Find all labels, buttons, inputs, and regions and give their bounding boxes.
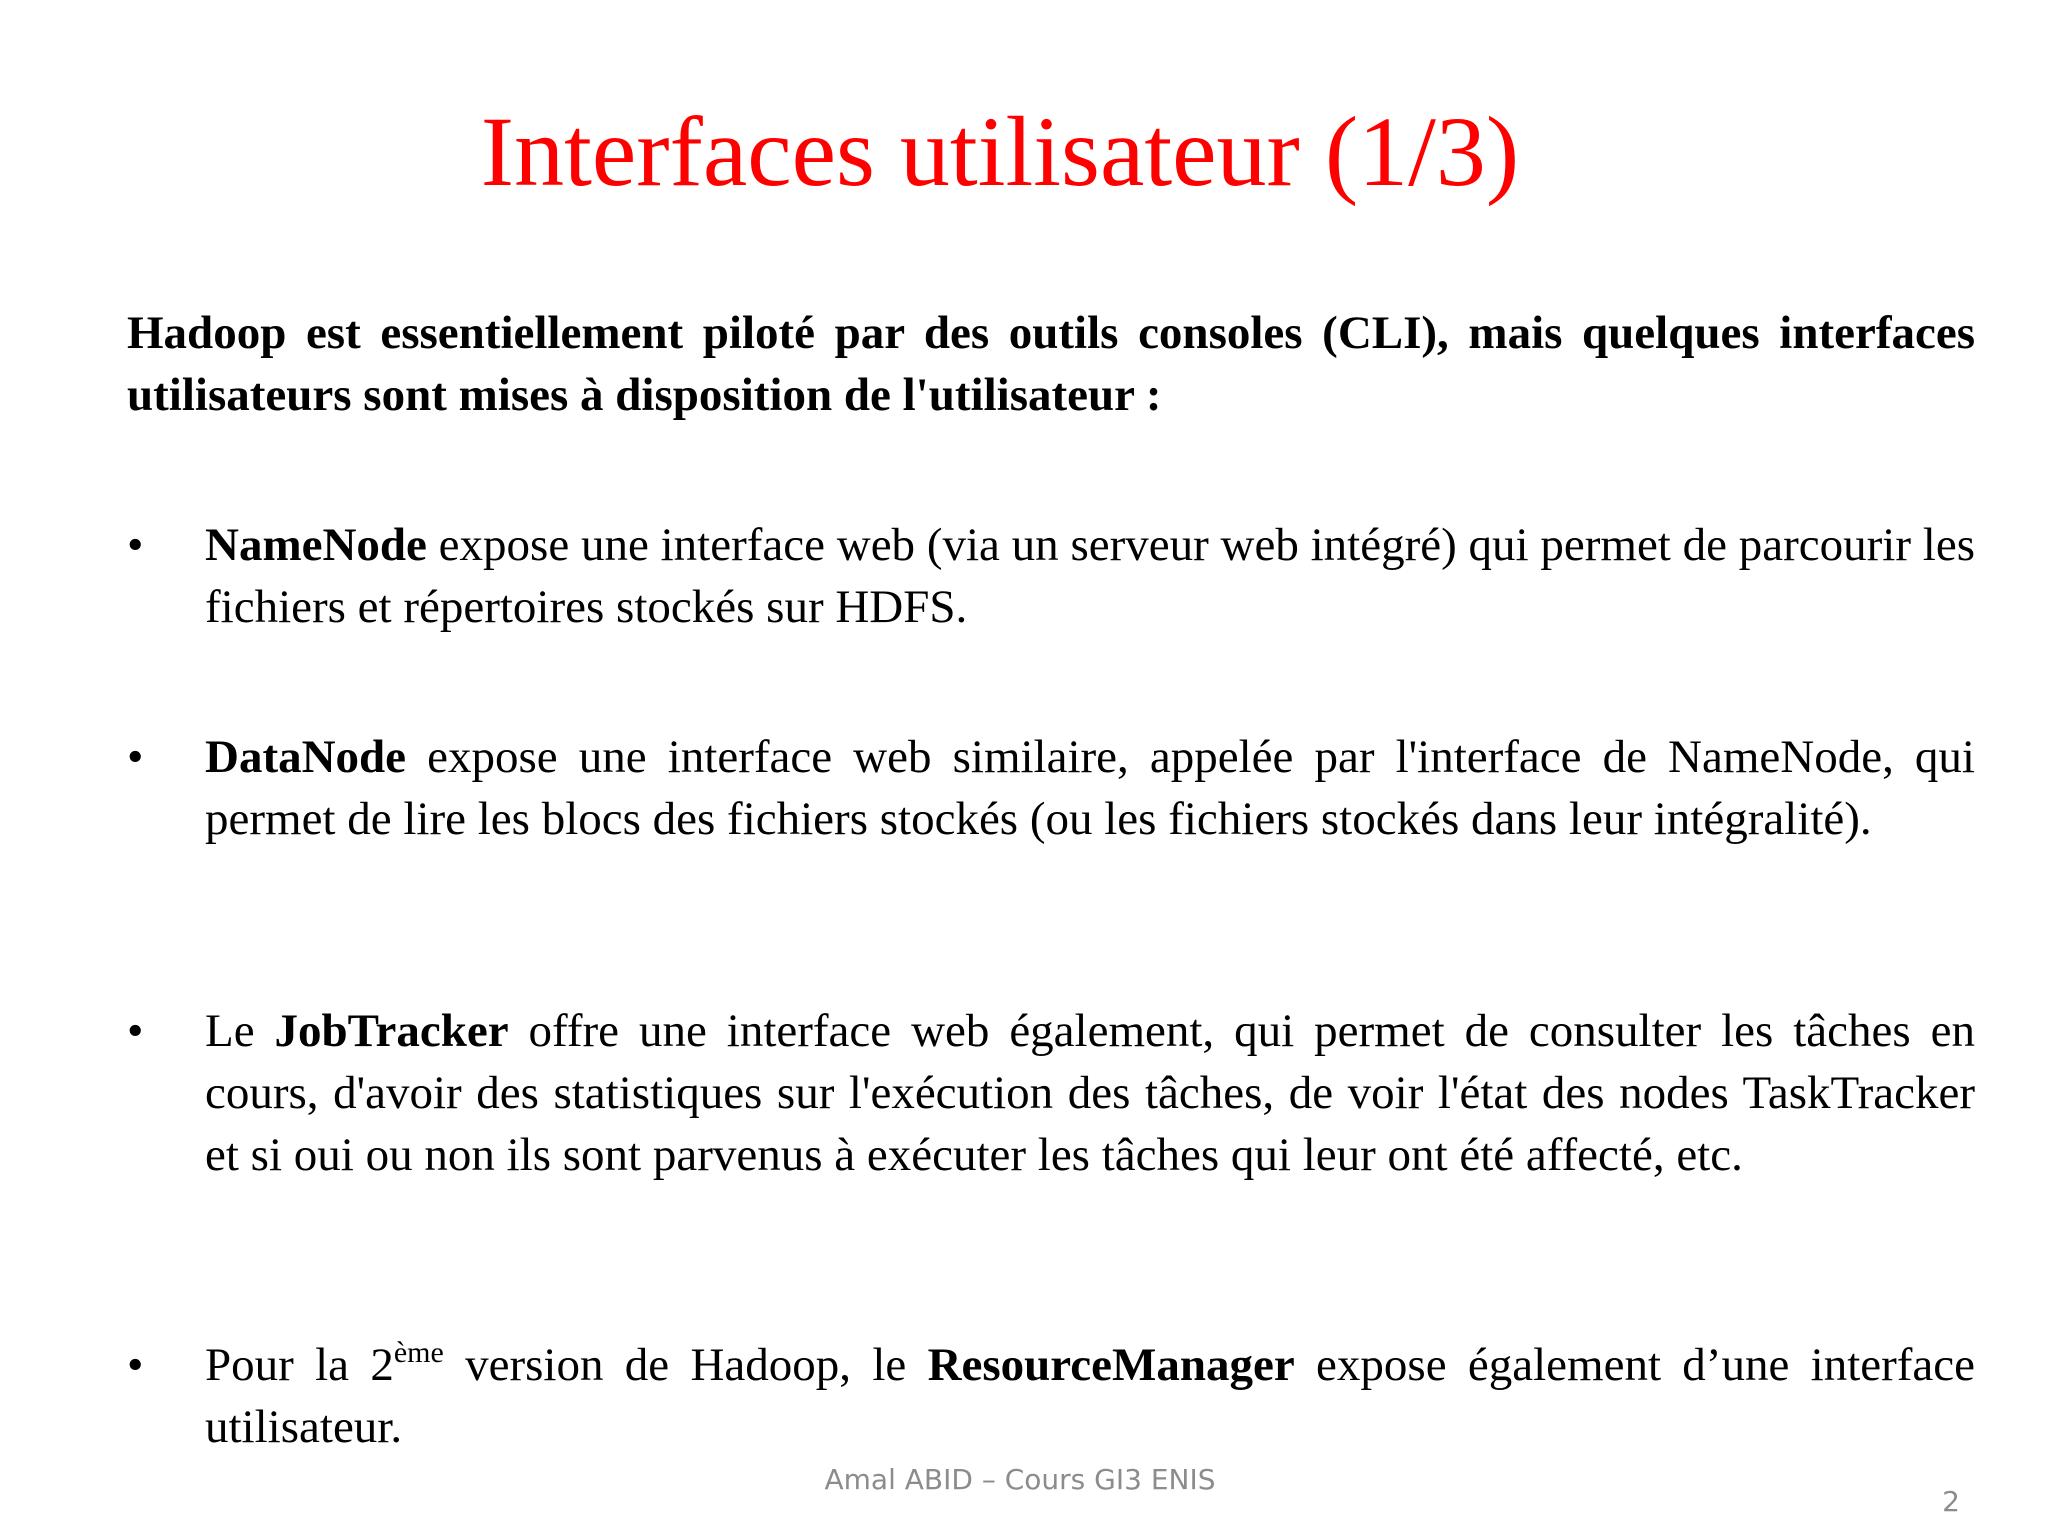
bullet-description: expose une interface web similaire, appelée par l'interface de NameNode, qui permet de lire les blocs des fichiers stockés (ou les fichiers stockés dans leur intégralité). <box>205 731 1975 845</box>
bullet-middle: version de Hadoop, le <box>443 1339 928 1391</box>
bullet-text <box>205 1334 1975 1458</box>
page-number: 2 <box>1942 1485 1960 1518</box>
bullet-icon: • <box>127 1339 144 1391</box>
bullet-description: offre une interface web également, qui permet de consulter les tâches en cours, d'avoir des statistiques sur l'exécution des tâches, de voir l'état des nodes TaskTracker et si oui ou non ils sont parvenus à exécuter les tâches qui leur ont été affecté, etc. <box>205 1005 1975 1181</box>
bullet-prefix: Le <box>205 1005 275 1057</box>
slide-title: Interfaces utilisateur (1/3) <box>480 96 1520 207</box>
intro-paragraph: Hadoop est essentiellement piloté par des outils consoles (CLI), mais quelques interfaces utilisateurs sont mises à disposition de l'utilisateur : <box>127 307 1975 421</box>
bullet-text <box>205 726 1975 850</box>
bullet-prefix: Pour la 2 <box>205 1339 394 1391</box>
bullet-text <box>205 1000 1975 1186</box>
bullet-keyword: ResourceManager <box>927 1339 1295 1391</box>
bullet-text <box>205 514 1975 638</box>
bullet-keyword: DataNode <box>205 731 407 783</box>
slide-footer: Amal ABID – Cours GI3 ENIS <box>824 1463 1216 1496</box>
bullet-icon: • <box>127 731 144 783</box>
bullet-description: expose également d’une interface utilisateur. <box>205 1339 1975 1453</box>
bullet-description: expose une interface web (via un serveur web intégré) qui permet de parcourir les fichiers et répertoires stockés sur HDFS. <box>205 519 1975 633</box>
bullet-superscript: ème <box>393 1336 444 1369</box>
bullet-icon: • <box>127 519 144 571</box>
bullet-keyword: JobTracker <box>274 1005 509 1057</box>
bullet-keyword: NameNode <box>205 519 427 571</box>
bullet-icon: • <box>127 1005 144 1057</box>
